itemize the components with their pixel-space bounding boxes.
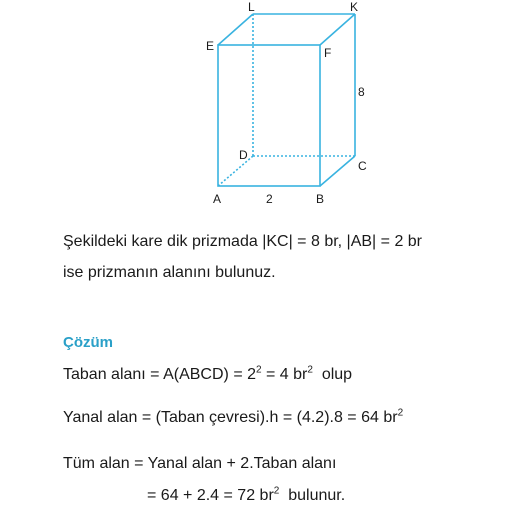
base-area-post: olup bbox=[312, 366, 353, 383]
front-face bbox=[218, 45, 320, 186]
base-area-text: Taban alanı = A(ABCD) = 2 bbox=[63, 366, 256, 383]
label-height: 8 bbox=[358, 85, 365, 99]
total-area-exp: 2 bbox=[273, 485, 280, 497]
vertex-F: F bbox=[324, 46, 332, 60]
vertex-C: C bbox=[358, 159, 367, 173]
label-base: 2 bbox=[266, 192, 273, 206]
vertex-A: A bbox=[213, 192, 222, 206]
lateral-area-exp: 2 bbox=[397, 407, 404, 419]
edge-BC bbox=[320, 156, 355, 186]
vertex-E: E bbox=[206, 39, 215, 53]
vertex-D: D bbox=[239, 148, 248, 162]
problem-line-2: ise prizmanın alanını bulunuz. bbox=[63, 264, 276, 281]
edge-AD bbox=[218, 156, 253, 186]
vertex-K: K bbox=[350, 0, 359, 14]
base-area-exp2: 2 bbox=[307, 364, 313, 376]
lateral-area-text: Yanal alan = (Taban çevresi).h = (4.2).8 = 64 br bbox=[63, 409, 398, 426]
total-area-text: = 64 + 2.4 = 72 br bbox=[147, 487, 274, 504]
base-area-line bbox=[63, 365, 352, 385]
total-area-post: bulunur. bbox=[279, 487, 346, 504]
solution-heading: Çözüm bbox=[63, 334, 113, 351]
vertex-B: B bbox=[316, 192, 325, 206]
prism-figure bbox=[0, 0, 518, 215]
edge-EL bbox=[218, 14, 253, 45]
base-area-exp1: 2 bbox=[256, 364, 262, 376]
base-area-mid: = 4 br bbox=[261, 366, 308, 383]
total-area-line-2 bbox=[147, 486, 345, 506]
total-area-line-1: Tüm alan = Yanal alan + 2.Taban alanı bbox=[63, 455, 337, 472]
lateral-area-line bbox=[63, 408, 403, 428]
vertex-L: L bbox=[248, 0, 255, 14]
problem-line-1: Şekildeki kare dik prizmada |KC| = 8 br, |AB| = 2 br bbox=[63, 233, 423, 250]
edge-FK bbox=[320, 14, 355, 45]
